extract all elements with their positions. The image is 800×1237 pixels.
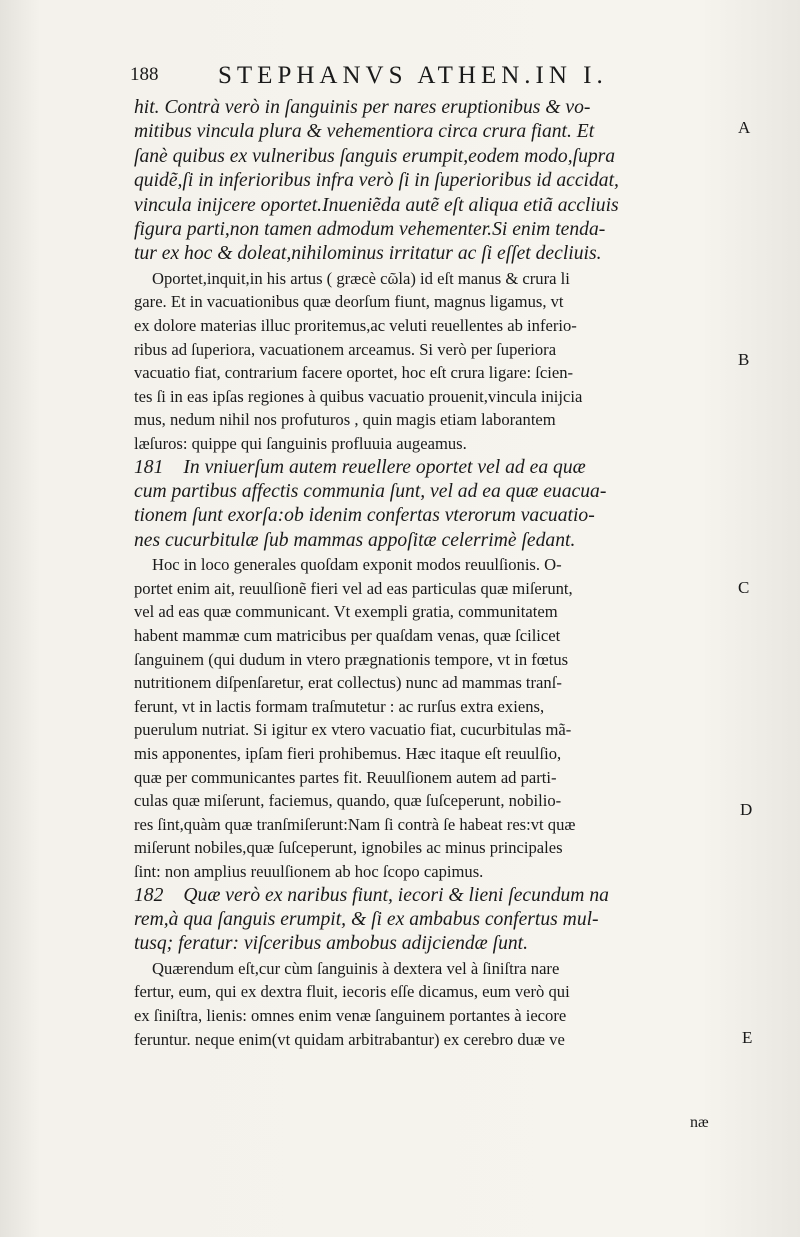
text-line: portet enim ait, reuulſionẽ fieri vel ad eas particulas quæ miſerunt, <box>134 578 573 598</box>
aphorism-181 <box>134 456 734 554</box>
text-line: Quærendum eſt,cur cùm ſanguinis à dextera vel à ſiniſtra nare <box>152 958 560 978</box>
margin-letter-e: E <box>742 1028 753 1047</box>
text-line: nes cucurbitulæ ſub mammas appoſitæ celerrimè ſedant. <box>134 529 576 551</box>
text-line: ribus ad ſuperiora, vacuationem arceamus. Si verò per ſuperiora <box>134 339 557 359</box>
text-line: tionem ſunt exorſa:ob idenim confertas vterorum vacuatio- <box>134 505 595 527</box>
roman-paragraph <box>134 267 734 456</box>
text-line: figura parti,non tamen admodum vehementer.Si enim tenda- <box>134 219 606 241</box>
aphorism-number: 182 <box>134 884 164 906</box>
margin-letter-c: C <box>738 578 750 597</box>
text-line: Oportet,inquit,in his artus ( græcè cῶla) id eſt manus & crura li <box>152 268 570 288</box>
text-line: quæ per communicantes partes fit. Reuulſionem autem ad parti- <box>134 767 557 787</box>
text-line: culas quæ miſerunt, faciemus, quando, quæ ſuſceperunt, nobilio- <box>134 791 562 811</box>
text-line: fertur, eum, qui ex dextra fluit, iecoris eſſe dicamus, eum verò qui <box>134 982 570 1002</box>
text-line: nutritionem diſpenſaretur, erat collectus) nunc ad mammas tranſ- <box>134 673 562 693</box>
text-line: miſerunt nobiles,quæ ſuſceperunt, ignobiles ac minus principales <box>134 838 563 858</box>
text-line: quidẽ,ſi in inferioribus infra verò ſi in ſuperioribus id accidat, <box>134 170 619 192</box>
text-line: læſuros: quippe qui ſanguinis profluuia augeamus. <box>134 434 467 453</box>
margin-letter-a: A <box>738 118 751 137</box>
text-line: hit. Contrà verò in ſanguinis per nares eruptionibus & vo- <box>134 97 591 118</box>
text-line: ex ſiniſtra, lienis: omnes enim venæ ſanguinem portantes à iecore <box>134 1005 567 1025</box>
text-line: rem,à qua ſanguis erumpit, & ſi ex ambabus confertus mul- <box>134 908 599 930</box>
text-line: ſint: non amplius reuulſionem ab hoc ſcopo capimus. <box>134 861 484 881</box>
margin-letter-d: D <box>740 800 753 819</box>
catchword: næ <box>690 1114 709 1131</box>
text-line: vacuatio fiat, contrarium facere oportet, hoc eſt crura ligare: ſcien- <box>134 363 574 383</box>
text-line: Quæ verò ex naribus fiunt, iecori & lieni ſecundum na <box>183 884 609 906</box>
text-line: feruntur. neque enim(vt quidam arbitrabantur) ex cerebro duæ ve <box>134 1029 565 1049</box>
text-line: vincula inijcere oportet.Inueniẽda autẽ eſt aliqua etiã accliuis <box>134 194 619 216</box>
roman-paragraph <box>134 957 734 1051</box>
text-line: gare. Et in vacuationibus quæ deorſum fiunt, magnus ligamus, vt <box>134 292 564 312</box>
text-line: Hoc in loco generales quoſdam exponit modos reuulſionis. O- <box>152 555 562 575</box>
page-header <box>130 62 690 92</box>
text-line: habent mammæ cum matricibus per quaſdam venas, quæ ſcilicet <box>134 626 561 645</box>
text-line: tusq; feratur: viſceribus ambobus adijciendæ ſunt. <box>134 933 529 955</box>
aphorism-182 <box>134 884 734 957</box>
roman-paragraph <box>134 553 734 883</box>
text-line: ſanguinem (qui dudum in vtero prægnationis tempore, vt in fœtus <box>134 649 569 669</box>
text-line: cum partibus affectis communia ſunt, vel ad ea quæ euacua- <box>134 481 607 502</box>
running-head: STEPHANVS ATHEN.IN I. <box>218 62 608 89</box>
text-line: ex dolore materias illuc proritemus,ac veluti reuellentes ab inferio- <box>134 316 577 336</box>
text-line: vel ad eas quæ communicant. Vt exempli gratia, communitatem <box>134 602 558 622</box>
text-line: puerulum nutriat. Si igitur ex vtero vacuatio fiat, cucurbitulas mã- <box>134 720 572 740</box>
text-line: mitibus vincula plura & vehementiora circa crura fiant. Et <box>134 121 595 143</box>
aphorism-number: 181 <box>134 456 164 478</box>
italic-passage <box>134 96 734 267</box>
margin-letter-b: B <box>738 350 750 369</box>
text-line: In vniuerſum autem reuellere oportet vel ad ea quæ <box>183 456 586 478</box>
body-text <box>134 96 734 1051</box>
text-line: mis apponentes, ipſam fieri prohibemus. Hæc itaque eſt reuulſio, <box>134 743 562 763</box>
text-line: mus, nedum nihil nos profuturos , quin magis etiam laborantem <box>134 410 556 430</box>
text-line: res ſint,quàm quæ tranſmiſerunt:Nam ſi contrà ſe habeat res:vt quæ <box>134 814 576 834</box>
text-line: tes ſi in eas ipſas regiones à quibus vacuatio prouenit,vincula inijcia <box>134 386 583 406</box>
page-number: 188 <box>130 64 159 85</box>
text-line: tur ex hoc & doleat,nihilominus irritatur ac ſi eſſet decliuis. <box>134 243 602 265</box>
text-line: ſanè quibus ex vulneribus ſanguis erumpit,eodem modo,ſupra <box>134 145 616 167</box>
text-line: ferunt, vt in lactis formam traſmutetur : ac rurſus extra exiens, <box>134 696 545 716</box>
